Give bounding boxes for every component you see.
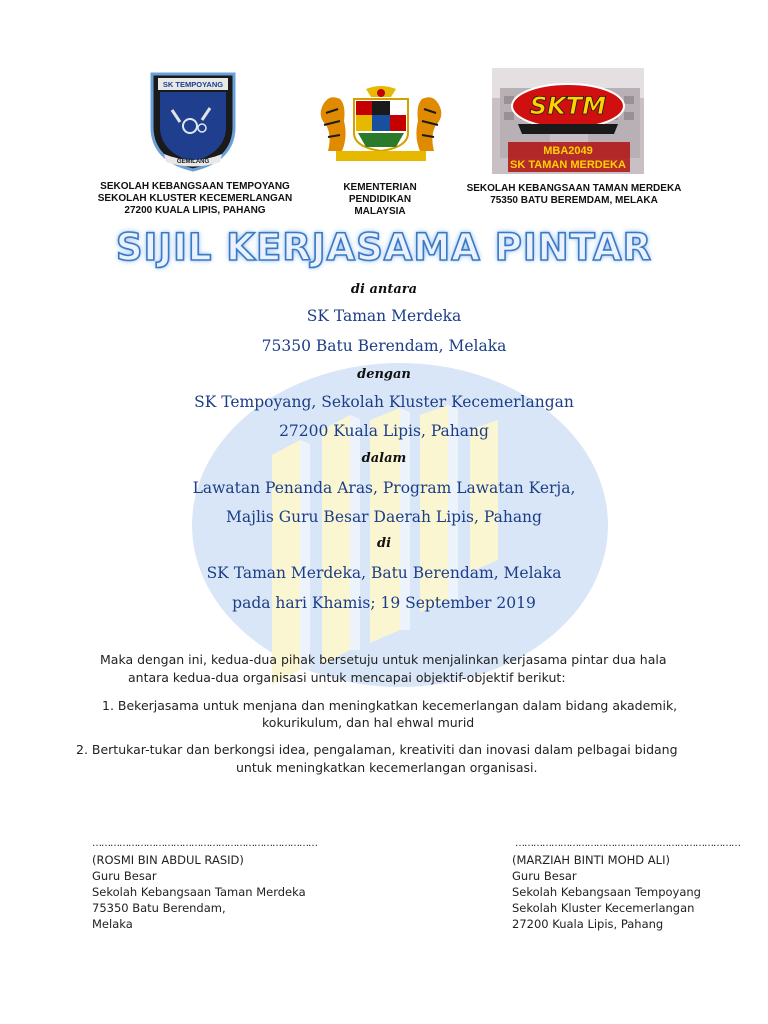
program-line1: Lawatan Penanda Aras, Program Lawatan Kerja, <box>192 479 576 497</box>
signatory-left-school: Sekolah Kebangsaan Taman Merdeka <box>92 885 306 899</box>
signature-line-left: ………………………………………………………………… <box>92 838 317 849</box>
event-date: pada hari Khamis; 19 September 2019 <box>232 594 536 612</box>
text-di: di <box>376 536 392 551</box>
agreement-item2-line2: untuk meningkatkan kecemerlangan organisasi. <box>236 760 538 775</box>
sktm-brand: SKTM <box>529 92 607 120</box>
signatory-right-name: (MARZIAH BINTI MOHD ALI) <box>512 853 670 867</box>
signatory-left-address1: 75350 Batu Berendam, <box>92 901 226 915</box>
signatory-left-role: Guru Besar <box>92 869 157 883</box>
party2-name: SK Tempoyang, Sekolah Kluster Kecemerlangan <box>194 393 574 411</box>
text-dengan: dengan <box>357 367 411 382</box>
sk-tempoyang-logo <box>150 72 236 172</box>
text-dalam: dalam <box>361 451 407 466</box>
header-right-line2: 75350 BATU BEREMDAM, MELAKA <box>490 195 658 206</box>
signatory-right-address1: Sekolah Kluster Kecemerlangan <box>512 901 695 915</box>
header-center <box>320 182 440 218</box>
kementerian-crest-logo <box>316 85 446 167</box>
crest-text-top: SK TEMPOYANG <box>162 80 224 89</box>
party2-address: 27200 Kuala Lipis, Pahang <box>279 422 489 440</box>
sktm-logo <box>492 68 644 174</box>
program-line2: Majlis Guru Besar Daerah Lipis, Pahang <box>226 508 542 526</box>
header-left-line1: SEKOLAH KEBANGSAAN TEMPOYANG <box>100 181 290 192</box>
agreement-intro-line1: Maka dengan ini, kedua-dua pihak bersetuju untuk menjalinkan kerjasama pintar dua hala <box>100 652 667 667</box>
venue: SK Taman Merdeka, Batu Berendam, Melaka <box>206 564 562 582</box>
signatory-left-address2: Melaka <box>92 917 133 931</box>
party1-address: 75350 Batu Berendam, Melaka <box>261 337 507 355</box>
party1-name: SK Taman Merdeka <box>306 307 462 325</box>
signatory-left-name: (ROSMI BIN ABDUL RASID) <box>92 853 244 867</box>
header-left <box>86 181 304 217</box>
header-left-line2: SEKOLAH KLUSTER KECEMERLANGAN <box>97 193 293 204</box>
agreement-item1-line1: 1. Bekerjasama untuk menjana dan meningkatkan kecemerlangan dalam bidang akademik, <box>102 698 678 713</box>
text-di-antara: di antara <box>350 282 418 297</box>
crest-text-bottom: GEMILANG <box>176 159 210 165</box>
signatory-right-role: Guru Besar <box>512 869 577 883</box>
signatory-right-address2: 27200 Kuala Lipis, Pahang <box>512 917 664 931</box>
signatory-right-school: Sekolah Kebangsaan Tempoyang <box>512 885 701 899</box>
header-right <box>462 183 686 207</box>
header-right-line1: SEKOLAH KEBANGSAAN TAMAN MERDEKA <box>466 183 682 194</box>
header-center-line3: MALAYSIA <box>354 206 406 217</box>
header-center-line1: KEMENTERIAN <box>343 182 417 193</box>
header-center-line2: PENDIDIKAN <box>348 194 412 205</box>
header-left-line3: 27200 KUALA LIPIS, PAHANG <box>124 205 266 216</box>
signature-block-left <box>92 852 306 932</box>
sktm-tagline: MBA2049 <box>543 145 593 157</box>
sktm-school: SK TAMAN MERDEKA <box>510 159 626 171</box>
agreement-item2-line1: 2. Bertukar-tukar dan berkongsi idea, pengalaman, kreativiti dan inovasi dalam pelbagai bidang <box>76 742 678 757</box>
signature-block-right <box>512 852 701 932</box>
agreement-item1-line2: kokurikulum, dan hal ehwal murid <box>262 715 475 730</box>
agreement-intro-line2: antara kedua-dua organisasi untuk mencapai objektif-objektif berikut: <box>128 670 566 685</box>
signature-line-right: ………………………………………………………………… <box>515 838 740 849</box>
certificate-title: SIJIL KERJASAMA PINTAR <box>115 226 653 269</box>
